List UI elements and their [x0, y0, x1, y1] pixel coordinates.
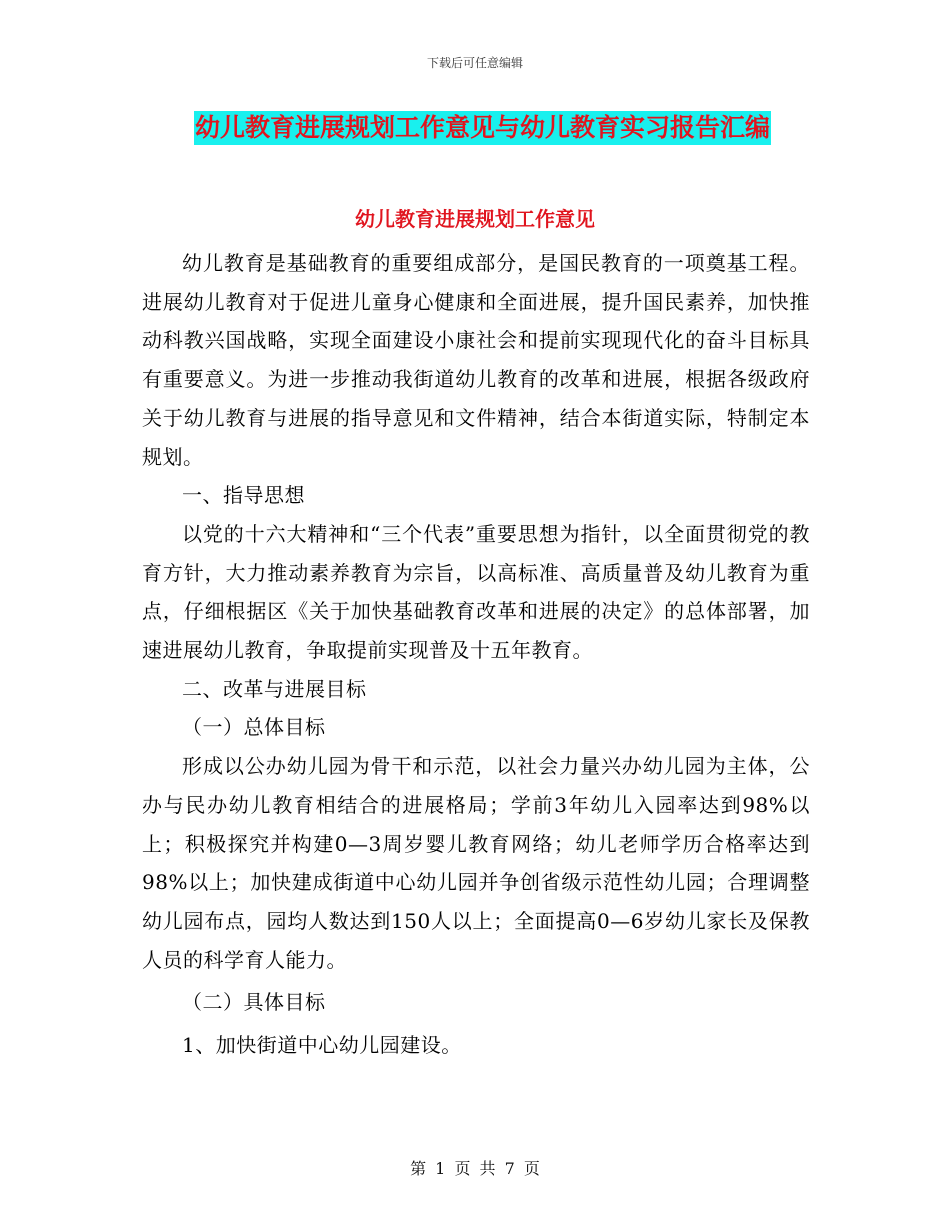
heading-guiding-thought: 一、指导思想 [182, 483, 305, 508]
subheading-overall-goals: （一）总体目标 [182, 715, 326, 740]
subheading-specific-goals: （二）具体目标 [182, 990, 326, 1015]
document-title: 幼儿教育进展规划工作意见与幼儿教育实习报告汇编 [194, 111, 771, 145]
heading-goals: 二、改革与进展目标 [182, 676, 367, 701]
page-footer: 第 1 页 共 7 页 [410, 1159, 540, 1178]
list-item-1: 1、加快街道中心幼儿园建设。 [182, 1033, 462, 1058]
header-note: 下载后可任意编辑 [426, 56, 523, 70]
paragraph-intro: 幼儿教育是基础教育的重要组成部分，是国民教育的一项奠基工程。进展幼儿教育对于促进儿童身心健康和全面进展，提升国民素养，加快推动科教兴国战略，实现全面建设小康社会和提前实现现代化的奋斗目标具有重要意义。为进一步推动我街道幼儿教育的改革和进展，根据各级政府关于幼儿教育与进展的指导意见和文件精神，结合本街道实际，特制定本规划。 [142, 251, 810, 469]
paragraph-guiding-thought: 以党的十六大精神和“三个代表”重要思想为指针，以全面贯彻党的教育方针，大力推动素养教育为宗旨，以高标准、高质量普及幼儿教育为重点，仔细根据区《关于加快基础教育改革和进展的决定》的总体部署，加速进展幼儿教育，争取提前实现普及十五年教育。 [142, 521, 810, 663]
document-body [142, 244, 810, 1065]
paragraph-overall-goals: 形成以公办幼儿园为骨干和示范，以社会力量兴办幼儿园为主体，公办与民办幼儿教育相结合的进展格局；学前3年幼儿入园率达到98%以上；积极探究并构建0—3周岁婴儿教育网络；幼儿老师学历合格率达到98%以上；加快建成街道中心幼儿园并争创省级示范性幼儿园；合理调整幼儿园布点，园均人数达到150人以上；全面提高0—6岁幼儿家长及保教人员的科学育人能力。 [142, 754, 810, 972]
section-title: 幼儿教育进展规划工作意见 [355, 207, 595, 231]
